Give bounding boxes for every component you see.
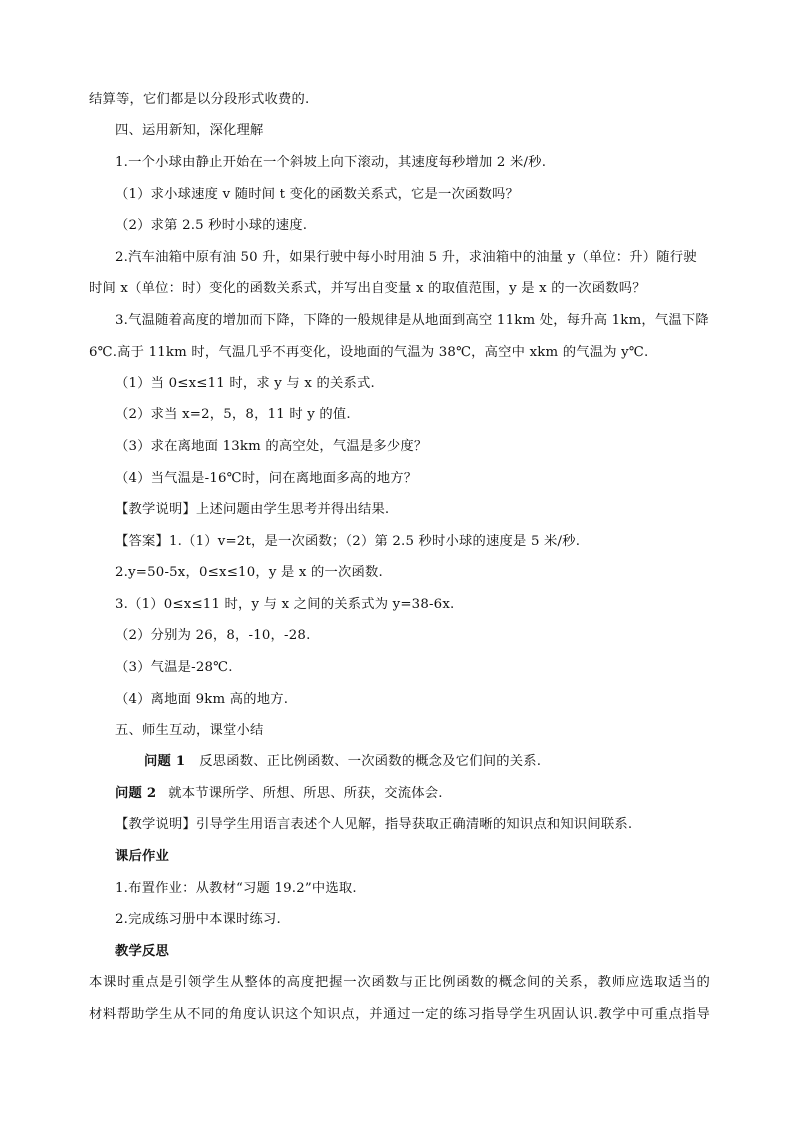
answer-2: 2.y=50-5x，0≤x≤10，y 是 x 的一次函数. [115, 565, 383, 580]
answer-3-part-2: （2）分别为 26，8，-10，-28. [115, 628, 311, 643]
teaching-note: 【教学说明】引导学生用语言表述个人见解，指导获取正确清晰的知识点和知识间联系. [115, 817, 633, 832]
problem-3-part-3: （3）求在离地面 13km 的高空处，气温是多少度？ [115, 439, 428, 454]
problem-2: 2.汽车油箱中原有油 50 升，如果行驶中每小时用油 5 升，求油箱中的油量 y（单位：升）随行驶 [115, 250, 697, 265]
problem-2-continued: 时间 x（单位：时）变化的函数关系式，并写出自变量 x 的取值范围，y 是 x 的一次函数吗？ [89, 281, 646, 296]
question-1-text: 反思函数、正比例函数、一次函数的概念及它们间的关系. [199, 754, 542, 769]
homework-heading: 课后作业 [115, 849, 169, 864]
question-2 [115, 784, 443, 804]
problem-1-part-2: （2）求第 2.5 秒时小球的速度. [115, 218, 308, 233]
paragraph-line: 结算等，它们都是以分段形式收费的. [89, 92, 310, 107]
answer-3-part-1: 3.（1）0≤x≤11 时，y 与 x 之间的关系式为 y=38-6x. [115, 597, 455, 612]
problem-3-part-2: （2）求当 x=2，5，8，11 时 y 的值. [115, 407, 351, 422]
homework-item-1: 1.布置作业：从教材“习题 19.2”中选取. [115, 881, 357, 896]
question-2-text: 就本节课所学、所想、所思、所获，交流体会. [168, 786, 443, 801]
problem-3-part-1: （1）当 0≤x≤11 时，求 y 与 x 的关系式. [115, 376, 375, 391]
question-2-label: 问题 2 [115, 786, 157, 801]
question-1-label: 问题 1 [144, 754, 186, 769]
answer-3-part-3: （3）气温是-28℃. [115, 660, 233, 675]
problem-1-part-1: （1）求小球速度 v 随时间 t 变化的函数关系式，它是一次函数吗？ [115, 187, 520, 202]
problem-3: 3.气温随着高度的增加而下降，下降的一般规律是从地面到高空 11km 处，每升高 1km，气温下降 [115, 313, 709, 328]
reflection-text: 本课时重点是引领学生从整体的高度把握一次函数与正比例函数的概念间的关系，教师应选取适当的 [89, 975, 710, 990]
reflection-text: 材料帮助学生从不同的角度认识这个知识点，并通过一定的练习指导学生巩固认识.教学中可重点指导 [89, 1007, 710, 1022]
homework-item-2: 2.完成练习册中本课时练习. [115, 912, 281, 927]
section-heading: 五、师生互动，课堂小结 [115, 723, 264, 738]
problem-1: 1.一个小球由静止开始在一个斜坡上向下滚动，其速度每秒增加 2 米/秒. [115, 155, 547, 170]
section-heading: 四、运用新知，深化理解 [115, 123, 264, 138]
reflection-heading: 教学反思 [115, 944, 169, 959]
problem-3-part-4: （4）当气温是-16℃时，问在离地面多高的地方？ [115, 471, 418, 486]
problem-3-continued: 6℃.高于 11km 时，气温几乎不再变化，设地面的气温为 38℃，高空中 xkm 的气温为 y℃. [89, 345, 649, 360]
answer-heading: 【答案】1.（1）v=2t，是一次函数；（2）第 2.5 秒时小球的速度是 5 米/秒. [115, 534, 581, 549]
teaching-note: 【教学说明】上述问题由学生思考并得出结果. [115, 502, 390, 517]
question-1 [144, 752, 541, 772]
answer-3-part-4: （4）离地面 9km 高的地方. [115, 692, 289, 707]
